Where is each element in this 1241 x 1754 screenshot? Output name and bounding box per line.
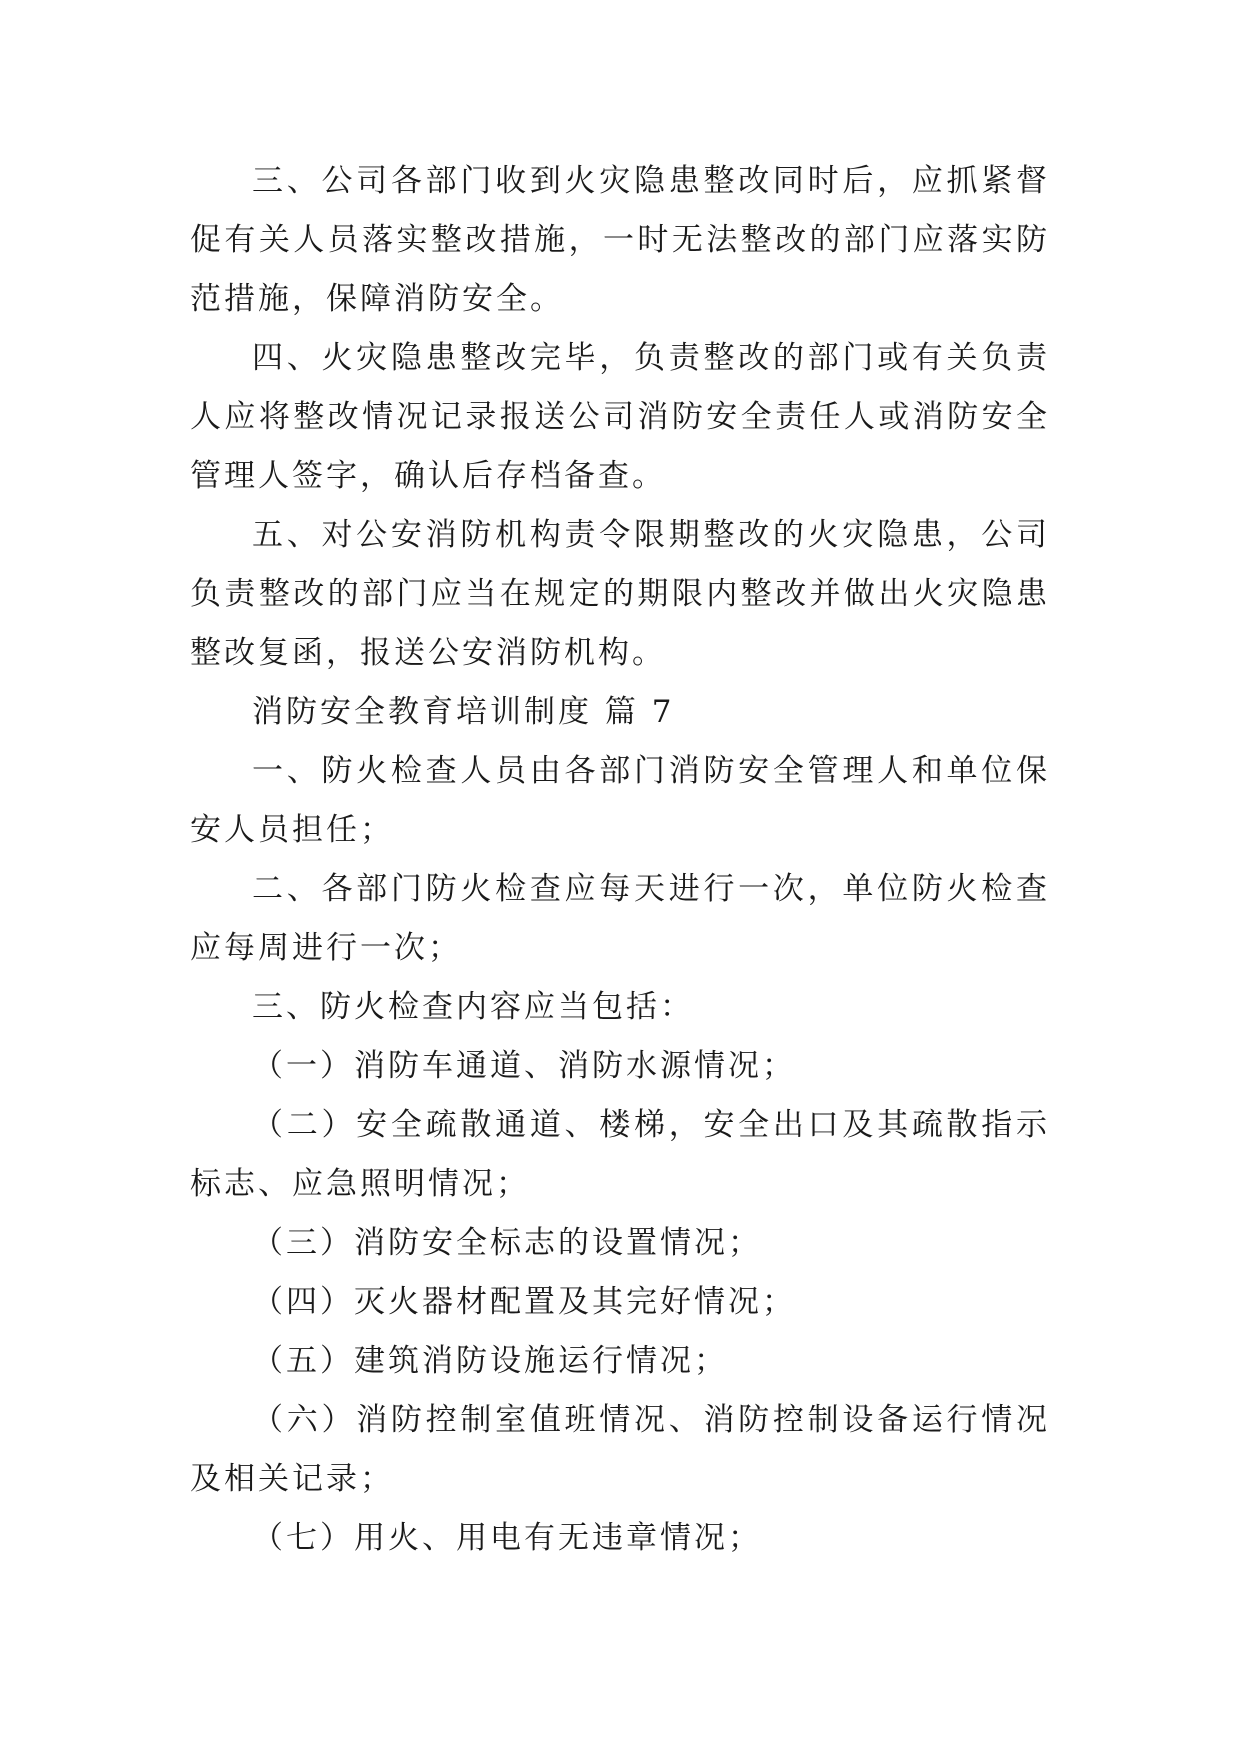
inspection-subitem-4: （四）灭火器材配置及其完好情况； — [252, 1284, 796, 1320]
inspection-subitem-5: （五）建筑消防设施运行情况； — [252, 1343, 728, 1379]
inspection-subitem-6: （六）消防控制室值班情况、消防控制设备运行情况及相关记录； — [190, 1402, 1050, 1497]
inspection-item-3: 三、防火检查内容应当包括： — [252, 989, 694, 1025]
inspection-subitem-7: （七）用火、用电有无违章情况； — [252, 1520, 762, 1556]
paragraph-item-3: 三、公司各部门收到火灾隐患整改同时后，应抓紧督促有关人员落实整改措施，一时无法整改的部门应落实防范措施，保障消防安全。 — [190, 163, 1050, 317]
inspection-item-1: 一、防火检查人员由各部门消防安全管理人和单位保安人员担任； — [190, 753, 1050, 848]
paragraph-item-5: 五、对公安消防机构责令限期整改的火灾隐患，公司负责整改的部门应当在规定的期限内整改并做出火灾隐患整改复函，报送公安消防机构。 — [190, 517, 1050, 671]
section-heading: 消防安全教育培训制度 篇 7 — [252, 694, 675, 730]
inspection-subitem-1: （一）消防车通道、消防水源情况； — [252, 1048, 796, 1084]
document-body — [190, 152, 1050, 1568]
inspection-item-2: 二、各部门防火检查应每天进行一次，单位防火检查应每周进行一次； — [190, 871, 1050, 966]
paragraph-item-4: 四、火灾隐患整改完毕，负责整改的部门或有关负责人应将整改情况记录报送公司消防安全责任人或消防安全管理人签字，确认后存档备查。 — [190, 340, 1050, 494]
inspection-subitem-3: （三）消防安全标志的设置情况； — [252, 1225, 762, 1261]
inspection-subitem-2: （二）安全疏散通道、楼梯，安全出口及其疏散指示标志、应急照明情况； — [190, 1107, 1050, 1202]
